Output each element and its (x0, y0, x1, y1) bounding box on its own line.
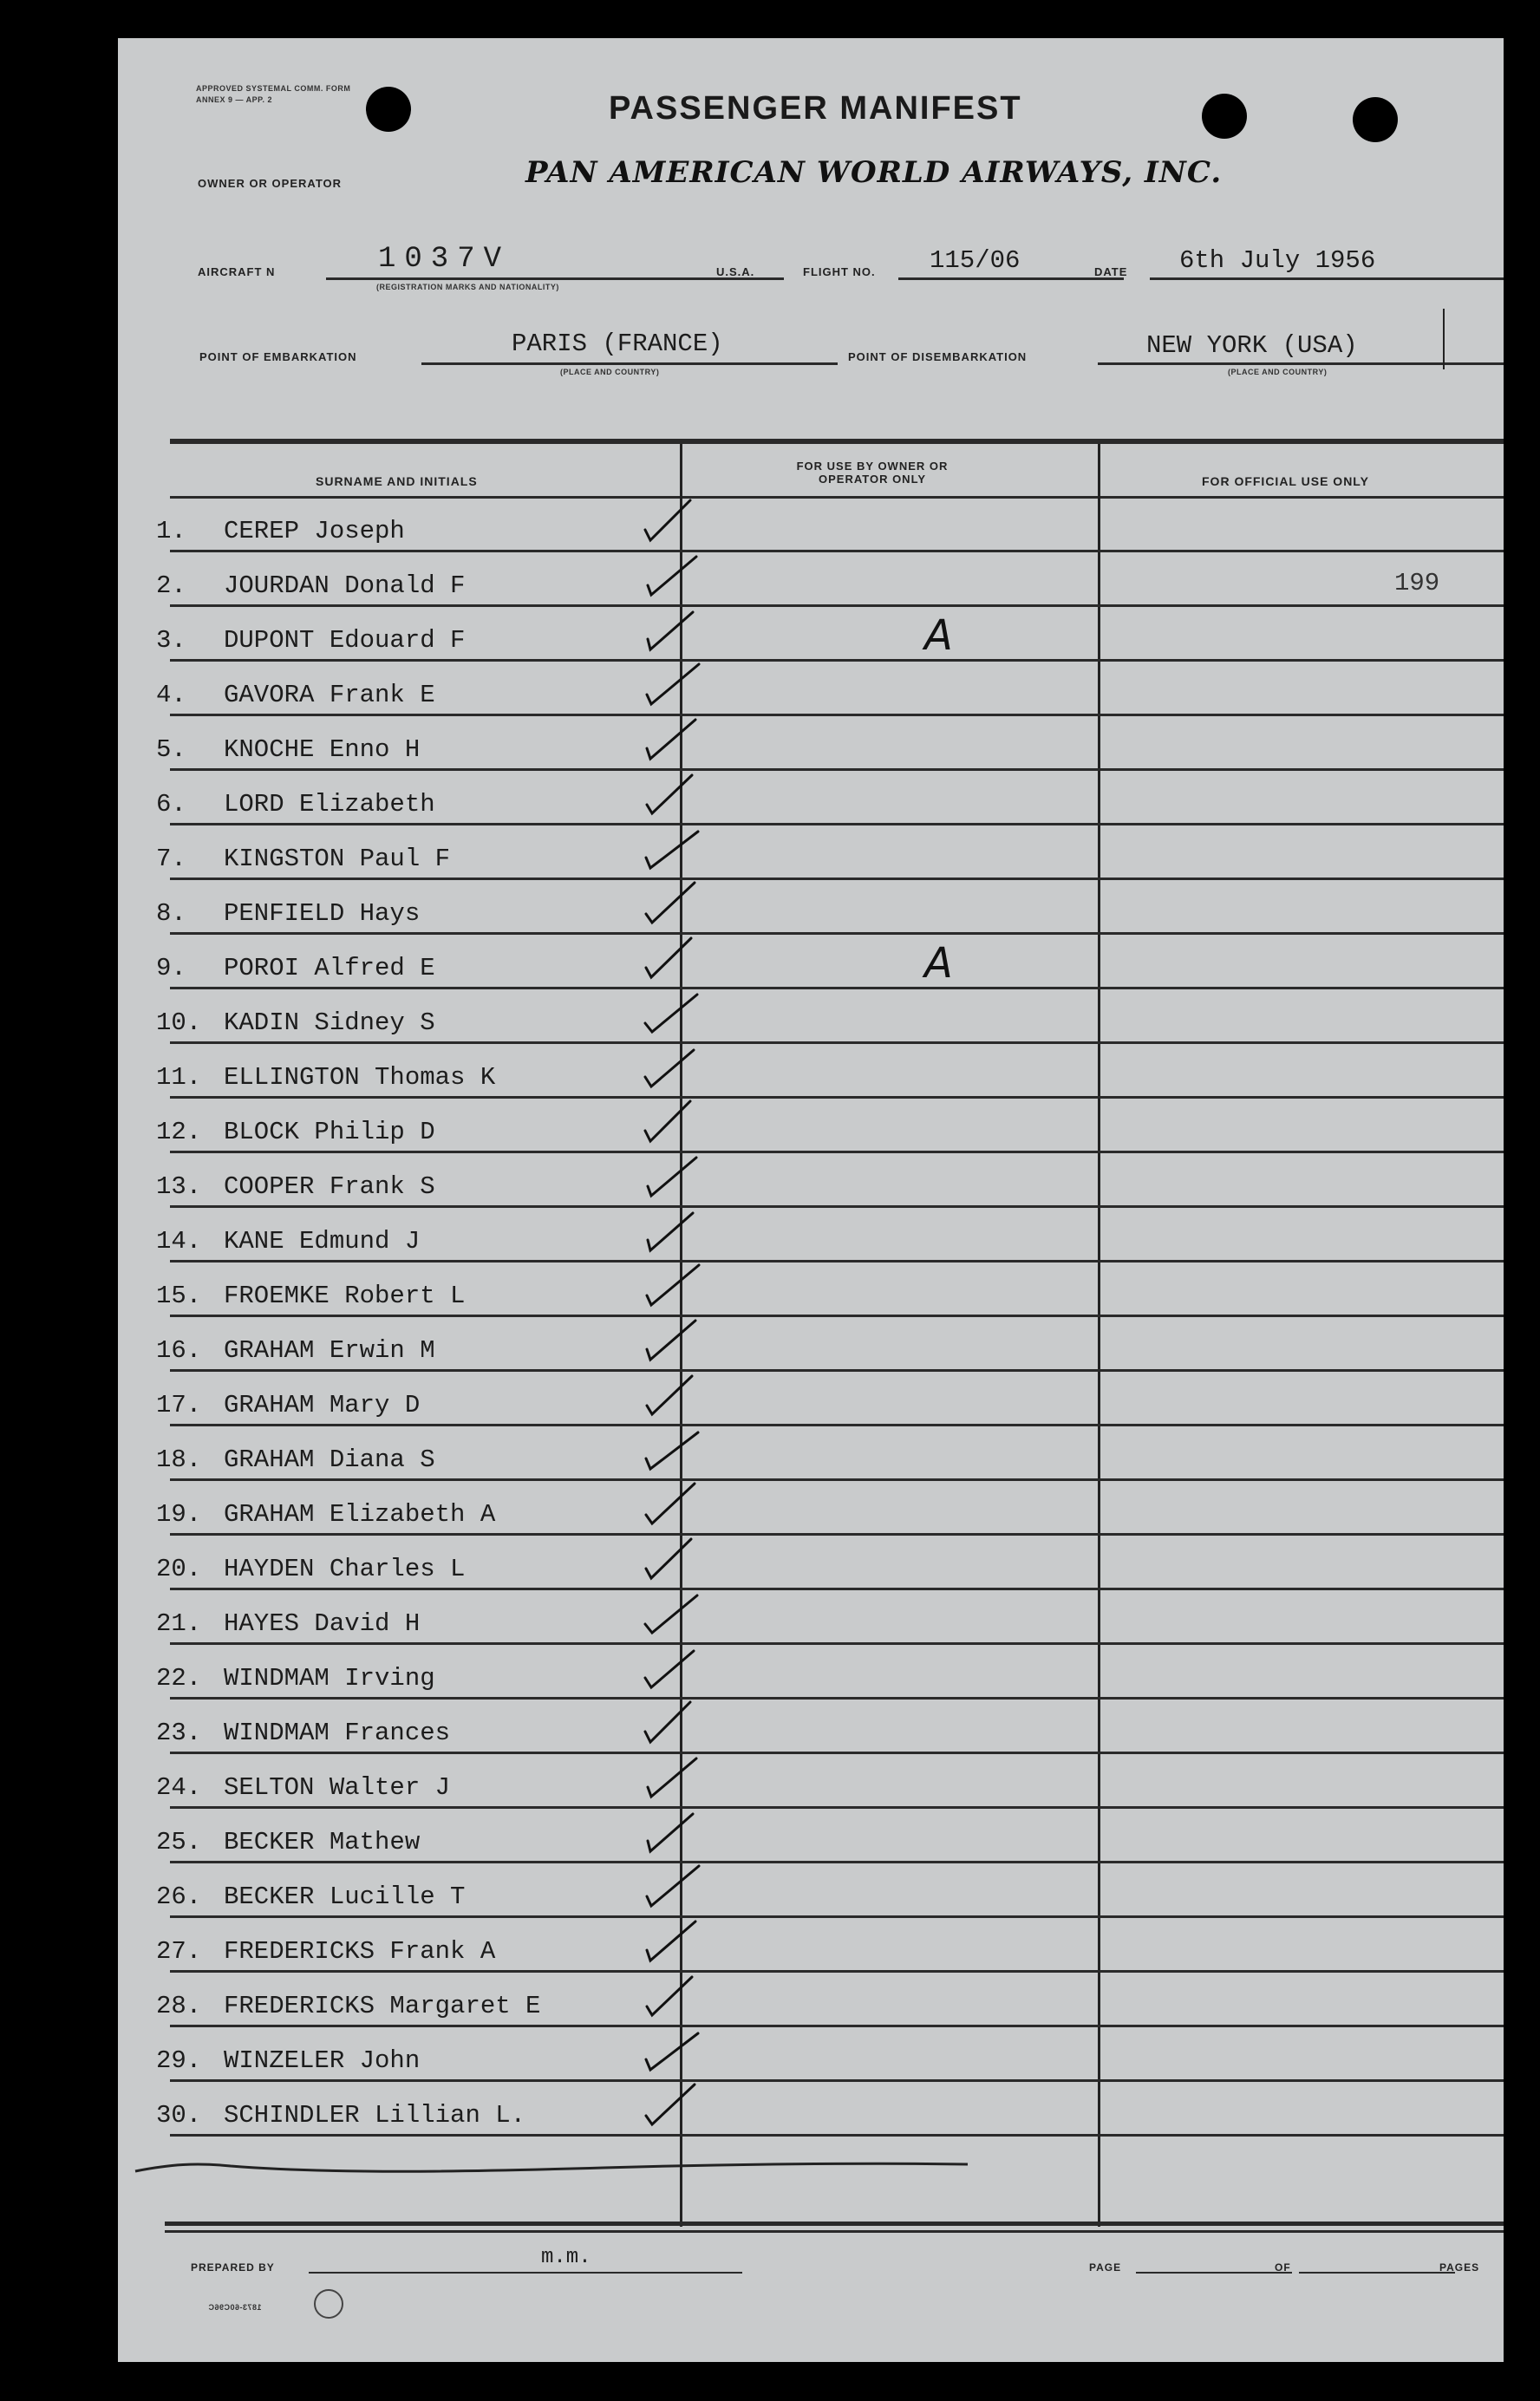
check-mark-icon (638, 656, 716, 716)
check-mark-icon (638, 1967, 716, 2027)
passenger-number: 4. (156, 681, 186, 709)
passenger-number: 22. (156, 1664, 202, 1693)
table-row (118, 552, 1504, 607)
check-mark-icon (638, 983, 716, 1044)
passenger-number: 26. (156, 1882, 202, 1911)
check-mark-icon (638, 929, 716, 989)
check-mark-icon (638, 2021, 716, 2082)
owner-mark: A (924, 611, 953, 660)
passenger-number: 11. (156, 1063, 202, 1092)
column-header-official-use: FOR OFFICIAL USE ONLY (1202, 474, 1369, 488)
aircraft-registration: 1037V (378, 243, 511, 276)
flight-label: FLIGHT NO. (803, 265, 876, 278)
closing-line (118, 2145, 1504, 2197)
approval-stamp: APPROVED SYSTEMAL COMM. FORM ANNEX 9 — APP. 2 (196, 84, 351, 104)
passenger-number: 27. (156, 1937, 202, 1966)
table-row (118, 1208, 1504, 1262)
check-mark-icon (638, 2076, 716, 2137)
check-mark-icon (638, 1147, 716, 1208)
passenger-number: 1. (156, 517, 186, 545)
punch-hole (366, 87, 411, 132)
check-mark-icon (638, 601, 716, 662)
check-mark-icon (638, 1311, 716, 1372)
passenger-number: 25. (156, 1828, 202, 1856)
table-row (118, 498, 1504, 552)
prepared-by-initials: m.m. (541, 2246, 591, 2269)
passenger-name: JOURDAN Donald F (224, 571, 466, 600)
table-row (118, 989, 1504, 1044)
date-label: DATE (1094, 265, 1128, 278)
table-row (118, 935, 1504, 989)
table-row (118, 1372, 1504, 1426)
passenger-name: FREDERICKS Frank A (224, 1937, 496, 1966)
official-note: 199 (1394, 569, 1440, 597)
check-mark-icon (638, 765, 716, 825)
table-row (118, 1590, 1504, 1645)
passenger-name: FROEMKE Robert L (224, 1282, 466, 1310)
passenger-number: 28. (156, 1992, 202, 2020)
table-row (118, 1262, 1504, 1317)
table-row (118, 662, 1504, 716)
passenger-name: BECKER Mathew (224, 1828, 421, 1856)
passenger-number: 7. (156, 845, 186, 873)
punch-hole (1202, 94, 1247, 139)
passenger-name: FREDERICKS Margaret E (224, 1992, 541, 2020)
embarkation-caption: (PLACE AND COUNTRY) (560, 368, 660, 376)
column-header-owner-use: FOR USE BY OWNER OR OPERATOR ONLY (796, 460, 949, 486)
passenger-number: 29. (156, 2046, 202, 2075)
passenger-name: GRAHAM Diana S (224, 1445, 435, 1474)
passenger-number: 24. (156, 1773, 202, 1802)
table-row (118, 1099, 1504, 1153)
prepared-by-label: PREPARED BY (191, 2261, 275, 2274)
disembarkation-caption: (PLACE AND COUNTRY) (1228, 368, 1328, 376)
table-row (118, 1754, 1504, 1809)
passenger-name: DUPONT Edouard F (224, 626, 466, 655)
table-row (118, 716, 1504, 771)
table-row (118, 1700, 1504, 1754)
passenger-name: KINGSTON Paul F (224, 845, 451, 873)
passenger-number: 14. (156, 1227, 202, 1256)
check-mark-icon (638, 874, 716, 935)
aircraft-caption: (REGISTRATION MARKS AND NATIONALITY) (376, 283, 559, 291)
check-mark-icon (638, 1584, 716, 1645)
check-mark-icon (638, 1639, 716, 1700)
passenger-name: WINDMAM Frances (224, 1719, 451, 1747)
passenger-number: 30. (156, 2101, 202, 2130)
flight-date: 6th July 1956 (1179, 246, 1376, 275)
passenger-name: WINZELER John (224, 2046, 421, 2075)
page-label: PAGE (1089, 2261, 1122, 2274)
passenger-number: 15. (156, 1282, 202, 1310)
embarkation-label: POINT OF EMBARKATION (199, 350, 357, 363)
disembarkation-label: POINT OF DISEMBARKATION (848, 350, 1028, 363)
check-mark-icon (638, 1093, 716, 1153)
check-mark-icon (638, 1420, 716, 1481)
passenger-name: SELTON Walter J (224, 1773, 451, 1802)
table-row (118, 1973, 1504, 2027)
country-label: U.S.A. (716, 265, 755, 278)
check-mark-icon (638, 1256, 716, 1317)
owner-mark: A (924, 939, 953, 988)
passenger-name: GRAHAM Elizabeth A (224, 1500, 496, 1529)
of-label: OF (1275, 2261, 1291, 2274)
table-row (118, 607, 1504, 662)
table-row (118, 1863, 1504, 1918)
table-row (118, 1809, 1504, 1863)
column-header-names: SURNAME AND INITIALS (316, 474, 478, 488)
passenger-number: 18. (156, 1445, 202, 1474)
flight-number: 115/06 (930, 246, 1021, 275)
table-row (118, 2082, 1504, 2137)
table-row (118, 1044, 1504, 1099)
passenger-name: BECKER Lucille T (224, 1882, 466, 1911)
check-mark-icon (638, 492, 716, 552)
table-row (118, 1645, 1504, 1700)
table-row (118, 1481, 1504, 1536)
check-mark-icon (638, 1748, 716, 1809)
passenger-number: 3. (156, 626, 186, 655)
check-mark-icon (638, 1202, 716, 1262)
passenger-name: GRAHAM Mary D (224, 1391, 421, 1419)
check-mark-icon (638, 1038, 716, 1099)
check-mark-icon (638, 819, 716, 880)
passenger-number: 8. (156, 899, 186, 928)
passenger-name: KNOCHE Enno H (224, 735, 421, 764)
table-row (118, 2027, 1504, 2082)
passenger-name: KADIN Sidney S (224, 1008, 435, 1037)
embarkation-point: PARIS (FRANCE) (512, 329, 723, 358)
table-row (118, 880, 1504, 935)
table-row (118, 1153, 1504, 1208)
passenger-name: HAYDEN Charles L (224, 1555, 466, 1583)
manifest-paper (118, 38, 1504, 2362)
passenger-number: 12. (156, 1118, 202, 1146)
passenger-number: 20. (156, 1555, 202, 1583)
passenger-number: 17. (156, 1391, 202, 1419)
disembarkation-point: NEW YORK (USA) (1146, 331, 1358, 360)
check-mark-icon (638, 1803, 716, 1863)
table-row (118, 771, 1504, 825)
pages-label: PAGES (1439, 2261, 1480, 2274)
check-mark-icon (638, 1530, 716, 1590)
passenger-number: 16. (156, 1336, 202, 1365)
passenger-name: PENFIELD Hays (224, 899, 421, 928)
passenger-number: 6. (156, 790, 186, 819)
page-title: PASSENGER MANIFEST (609, 90, 1022, 127)
passenger-number: 21. (156, 1609, 202, 1638)
form-number: 1873-60C96C (208, 2303, 262, 2312)
punch-hole (1353, 97, 1398, 142)
check-mark-icon (638, 1475, 716, 1536)
table-row (118, 825, 1504, 880)
check-mark-icon (638, 1366, 716, 1426)
aircraft-label: AIRCRAFT N (198, 265, 276, 278)
check-mark-icon (638, 1857, 716, 1918)
passenger-number: 9. (156, 954, 186, 982)
table-row (118, 1317, 1504, 1372)
passenger-name: COOPER Frank S (224, 1172, 435, 1201)
table-row (118, 1426, 1504, 1481)
check-mark-icon (638, 1912, 716, 1973)
passenger-name: POROI Alfred E (224, 954, 435, 982)
passenger-number: 10. (156, 1008, 202, 1037)
operator-name: PAN AMERICAN WORLD AIRWAYS, INC. (525, 155, 1223, 190)
passenger-name: ELLINGTON Thomas K (224, 1063, 496, 1092)
check-mark-icon (638, 710, 716, 771)
owner-label: OWNER OR OPERATOR (198, 177, 343, 190)
union-label-icon (314, 2289, 343, 2319)
passenger-number: 2. (156, 571, 186, 600)
passenger-name: SCHINDLER Lillian L. (224, 2101, 526, 2130)
passenger-name: WINDMAM Irving (224, 1664, 435, 1693)
passenger-name: GRAHAM Erwin M (224, 1336, 435, 1365)
table-row (118, 1536, 1504, 1590)
passenger-name: HAYES David H (224, 1609, 421, 1638)
passenger-name: BLOCK Philip D (224, 1118, 435, 1146)
check-mark-icon (638, 546, 716, 607)
passenger-number: 5. (156, 735, 186, 764)
passenger-name: LORD Elizabeth (224, 790, 435, 819)
passenger-name: KANE Edmund J (224, 1227, 421, 1256)
passenger-number: 23. (156, 1719, 202, 1747)
passenger-name: GAVORA Frank E (224, 681, 435, 709)
check-mark-icon (638, 1693, 716, 1754)
table-row (118, 1918, 1504, 1973)
passenger-number: 13. (156, 1172, 202, 1201)
passenger-number: 19. (156, 1500, 202, 1529)
passenger-name: CEREP Joseph (224, 517, 405, 545)
